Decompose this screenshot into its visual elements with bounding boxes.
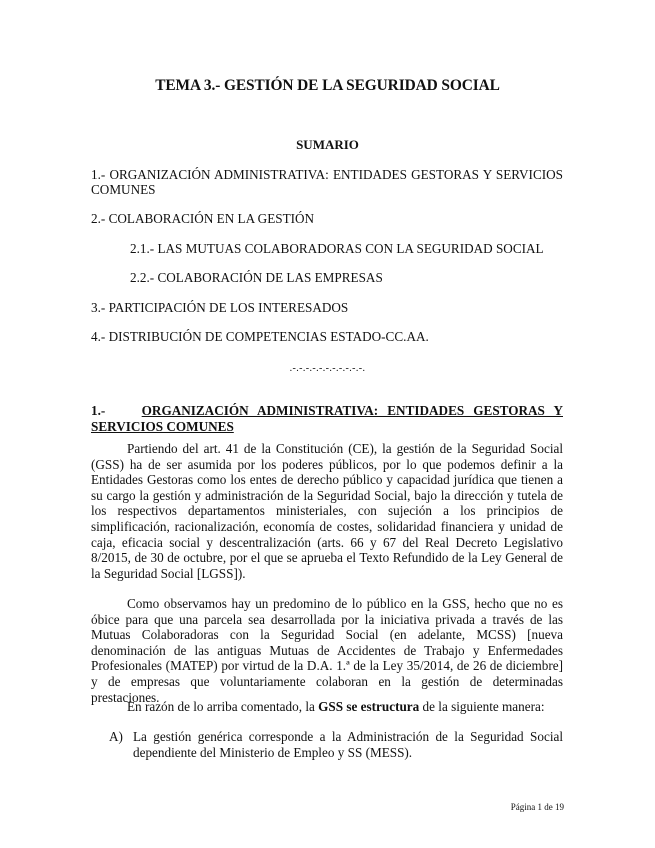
summary-heading: SUMARIO bbox=[296, 137, 359, 152]
summary-item-2: 2.- COLABORACIÓN EN LA GESTIÓN bbox=[91, 211, 315, 226]
section-1-heading-line2: SERVICIOS COMUNES bbox=[91, 418, 234, 434]
section-1-heading-line1 bbox=[91, 403, 563, 419]
summary-item-4: 4.- DISTRIBUCIÓN DE COMPETENCIAS ESTADO-CC.AA. bbox=[91, 329, 429, 344]
summary-item-2-1: 2.1.- LAS MUTUAS COLABORADORAS CON LA SEGURIDAD SOCIAL bbox=[130, 241, 544, 256]
paragraph-3-bold: GSS se estructura bbox=[318, 699, 420, 714]
list-item-letter: A) bbox=[109, 729, 123, 744]
summary-item-3: 3.- PARTICIPACIÓN DE LOS INTERESADOS bbox=[91, 300, 349, 315]
list-item-a bbox=[109, 729, 563, 760]
section-1-heading-text-1: ORGANIZACIÓN ADMINISTRATIVA: ENTIDADES GESTORAS Y bbox=[141, 403, 563, 418]
section-1-heading bbox=[91, 403, 563, 434]
document-title: TEMA 3.- GESTIÓN DE LA SEGURIDAD SOCIAL bbox=[155, 77, 500, 94]
summary-item-1-line2: COMUNES bbox=[91, 182, 156, 197]
summary-item-2-2: 2.2.- COLABORACIÓN DE LAS EMPRESAS bbox=[130, 270, 383, 285]
paragraph-1: Partiendo del art. 41 de la Constitución (CE), la gestión de la Seguridad Social (GSS) ha de ser asumida por los poderes públicos, por lo que podemos definir a la Entidades Gestoras como los entes de derecho público y capacidad jurídica que tienen a su cargo la gestión y administración de la Seguridad Social, bajo la dirección y tutela de los respectivos departamentos ministeriales, con sujeción a los principios de simplificación, racionalización, economía de costes, solidaridad financiera y unidad de caja, eficacia social y descentralización (arts. 66 y 67 del Real Decreto Legislativo 8/2015, de 30 de octubre, por el que se aprueba el Texto Refundido de la Ley General de la Seguridad Social [LGSS]). bbox=[91, 441, 563, 581]
paragraph-2: Como observamos hay un predomino de lo público en la GSS, hecho que no es óbice para que una parcela sea desarrollada por la iniciativa privada a través de las Mutuas Colaboradoras con la Seguridad Social (en adelante, MCSS) [nueva denominación de las antiguas Mutuas de Accidentes de Trabajo y Enfermedades Profesionales (MATEP) por virtud de la D.A. 1.ª de la Ley 35/2014, de 26 de diciembre] y de empresas que voluntariamente colaboran en la gestión de determinadas prestaciones. bbox=[91, 596, 563, 705]
summary-item-1-line1: 1.- ORGANIZACIÓN ADMINISTRATIVA: ENTIDADES GESTORAS Y SERVICIOS bbox=[91, 167, 563, 182]
list-item-text: La gestión genérica corresponde a la Administración de la Seguridad Social dependiente del Ministerio de Empleo y SS (MESS). bbox=[133, 729, 563, 760]
paragraph-3: En razón de lo arriba comentado, la GSS se estructura de la siguiente manera: bbox=[127, 699, 545, 714]
section-separator: .-.-.-.-.-.-.-.-.-.-.-. bbox=[289, 363, 366, 374]
section-1-number: 1.- bbox=[91, 403, 106, 418]
page-number: Página 1 de 19 bbox=[510, 802, 564, 812]
